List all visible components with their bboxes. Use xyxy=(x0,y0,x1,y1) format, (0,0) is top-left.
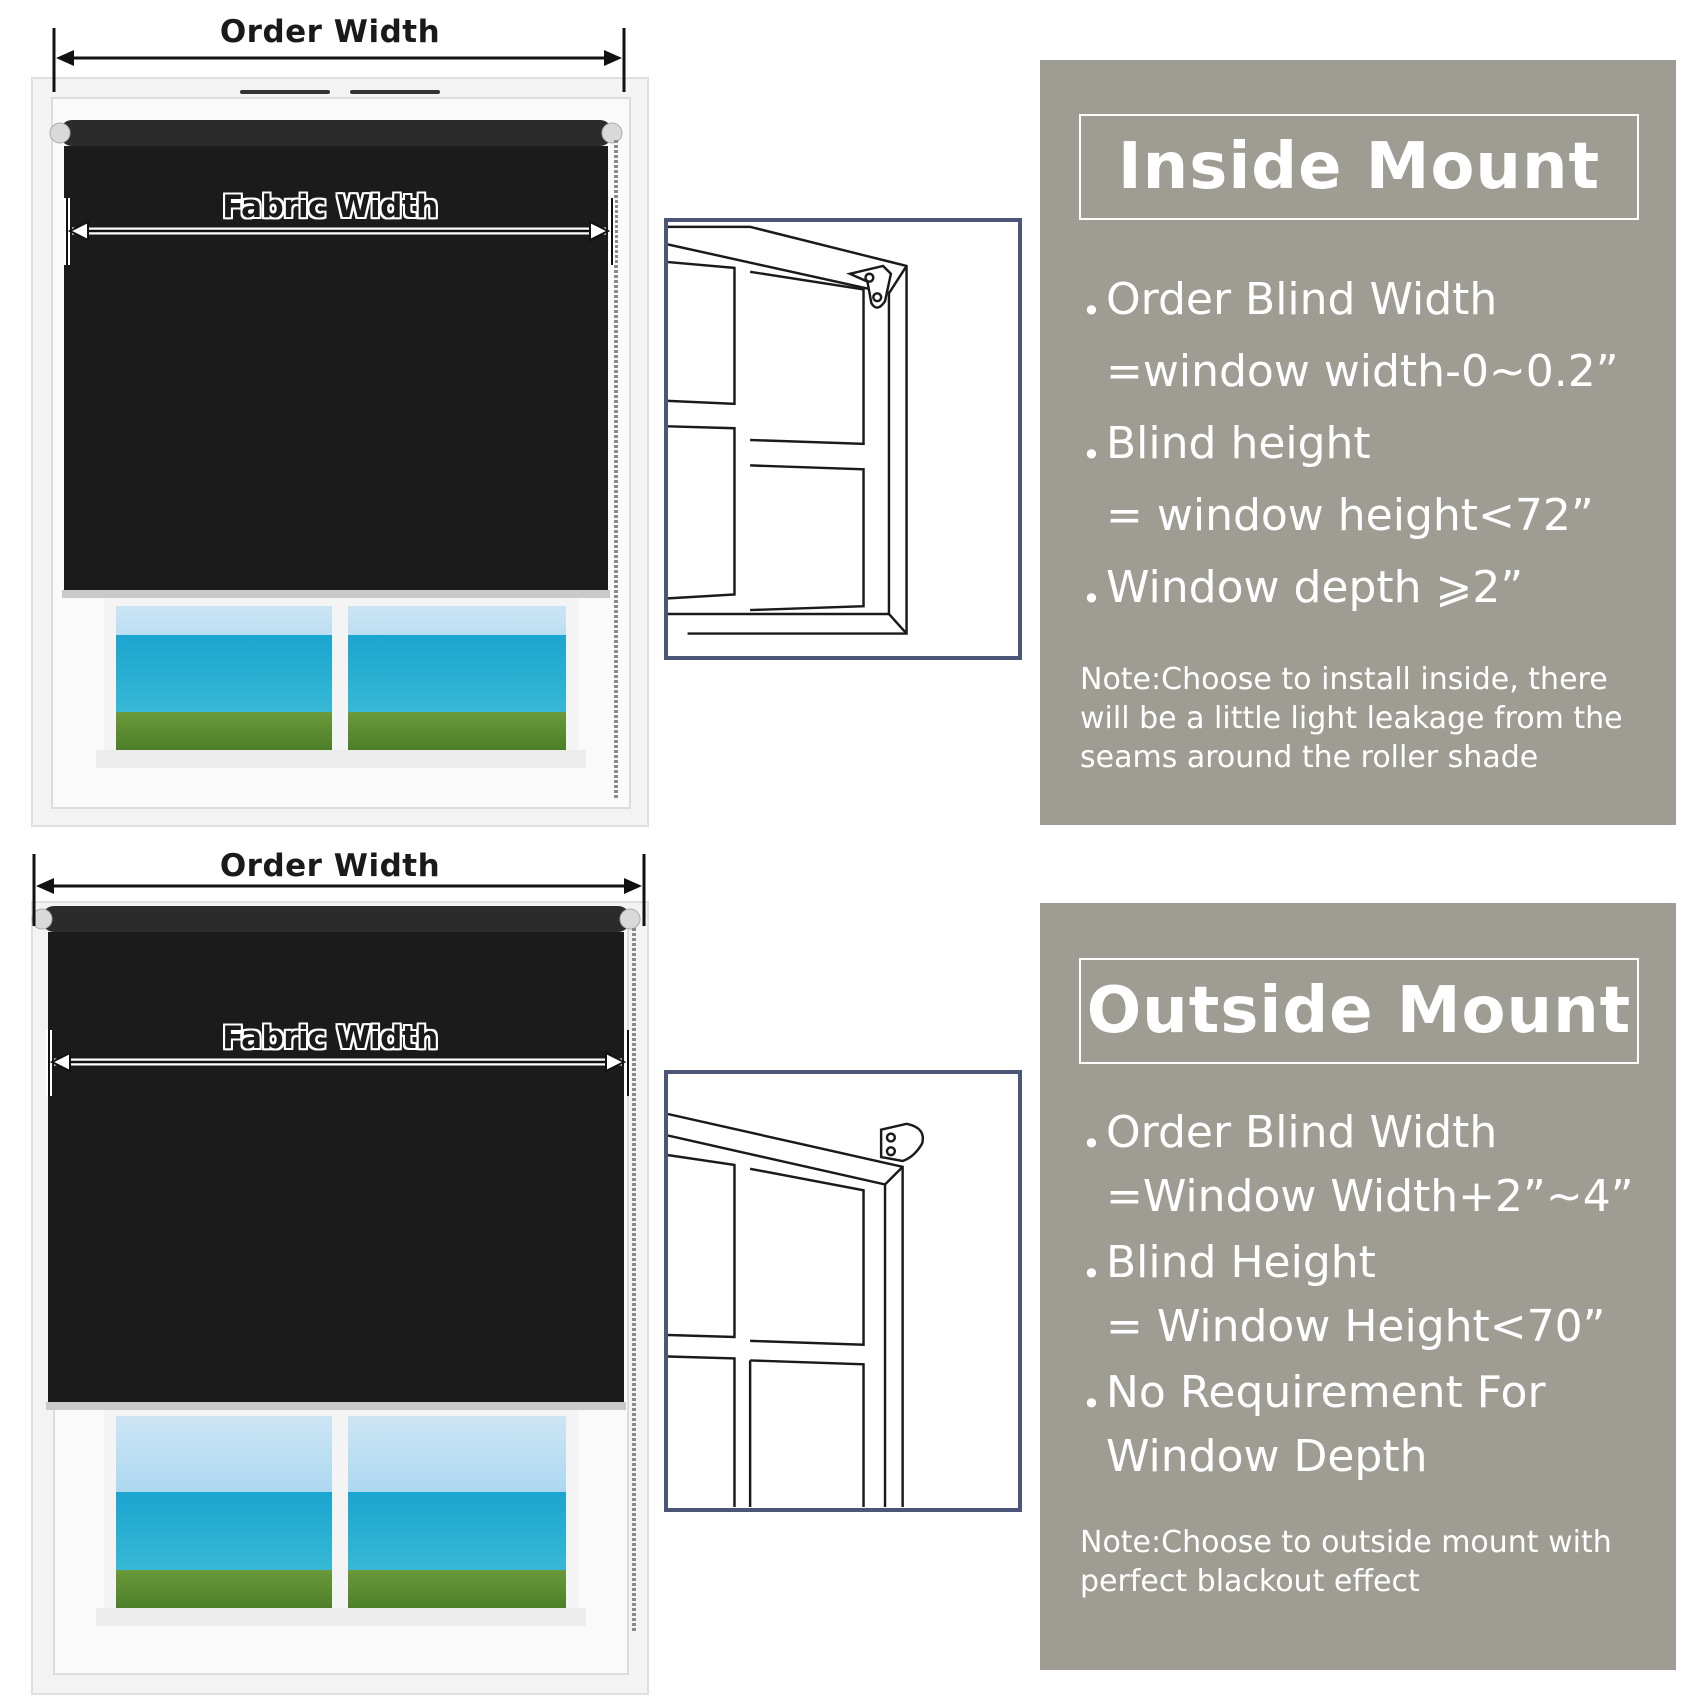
bullet-icon: • xyxy=(1082,580,1101,618)
outside-mount-window-photo xyxy=(0,842,660,1700)
outside-mount-title: Outside Mount xyxy=(1086,974,1632,1048)
inside-mount-title: Inside Mount xyxy=(1117,130,1601,204)
bullet-icon: • xyxy=(1082,292,1101,330)
inside-fabric-width-label: Fabric Width xyxy=(222,189,438,225)
inside-mount-window-photo xyxy=(0,0,660,830)
outside-spec-4: = Window Height<70” xyxy=(1106,1301,1606,1352)
outside-spec-6: Window Depth xyxy=(1106,1431,1428,1482)
inside-mount-info-panel xyxy=(1040,60,1676,825)
inside-spec-3: Blind height xyxy=(1106,418,1371,469)
outside-order-width-label: Order Width xyxy=(219,848,441,884)
outside-mount-info-panel xyxy=(1040,903,1676,1670)
inside-spec-2: =window width-0~0.2” xyxy=(1106,346,1619,397)
outside-spec-3: Blind Height xyxy=(1106,1237,1376,1288)
outside-spec-2: =Window Width+2”~4” xyxy=(1106,1171,1634,1222)
outside-mount-note: Note:Choose to outside mount with perfect blackout effect xyxy=(1080,1525,1612,1599)
inside-spec-1: Order Blind Width xyxy=(1106,274,1498,325)
bullet-icon: • xyxy=(1082,1125,1101,1163)
inside-spec-4: = window height<72” xyxy=(1106,490,1594,541)
inside-mount-title-box xyxy=(1079,114,1639,220)
bullet-icon: • xyxy=(1082,1255,1101,1293)
inside-mount-bracket-illustration xyxy=(664,218,1022,660)
outside-fabric-width-label: Fabric Width xyxy=(222,1020,438,1056)
bullet-icon: • xyxy=(1082,1385,1101,1423)
outside-spec-1: Order Blind Width xyxy=(1106,1107,1498,1158)
inside-mount-note: Note:Choose to install inside, there will be a little light leakage from the seams around the roller shade xyxy=(1080,662,1623,775)
inside-spec-5: Window depth ⩾2” xyxy=(1106,562,1524,613)
outside-spec-5: No Requirement For xyxy=(1106,1367,1546,1418)
outside-mount-title-box xyxy=(1079,958,1639,1064)
outside-mount-bracket-illustration xyxy=(664,1070,1022,1512)
inside-order-width-label: Order Width xyxy=(219,14,441,50)
bullet-icon: • xyxy=(1082,436,1101,474)
